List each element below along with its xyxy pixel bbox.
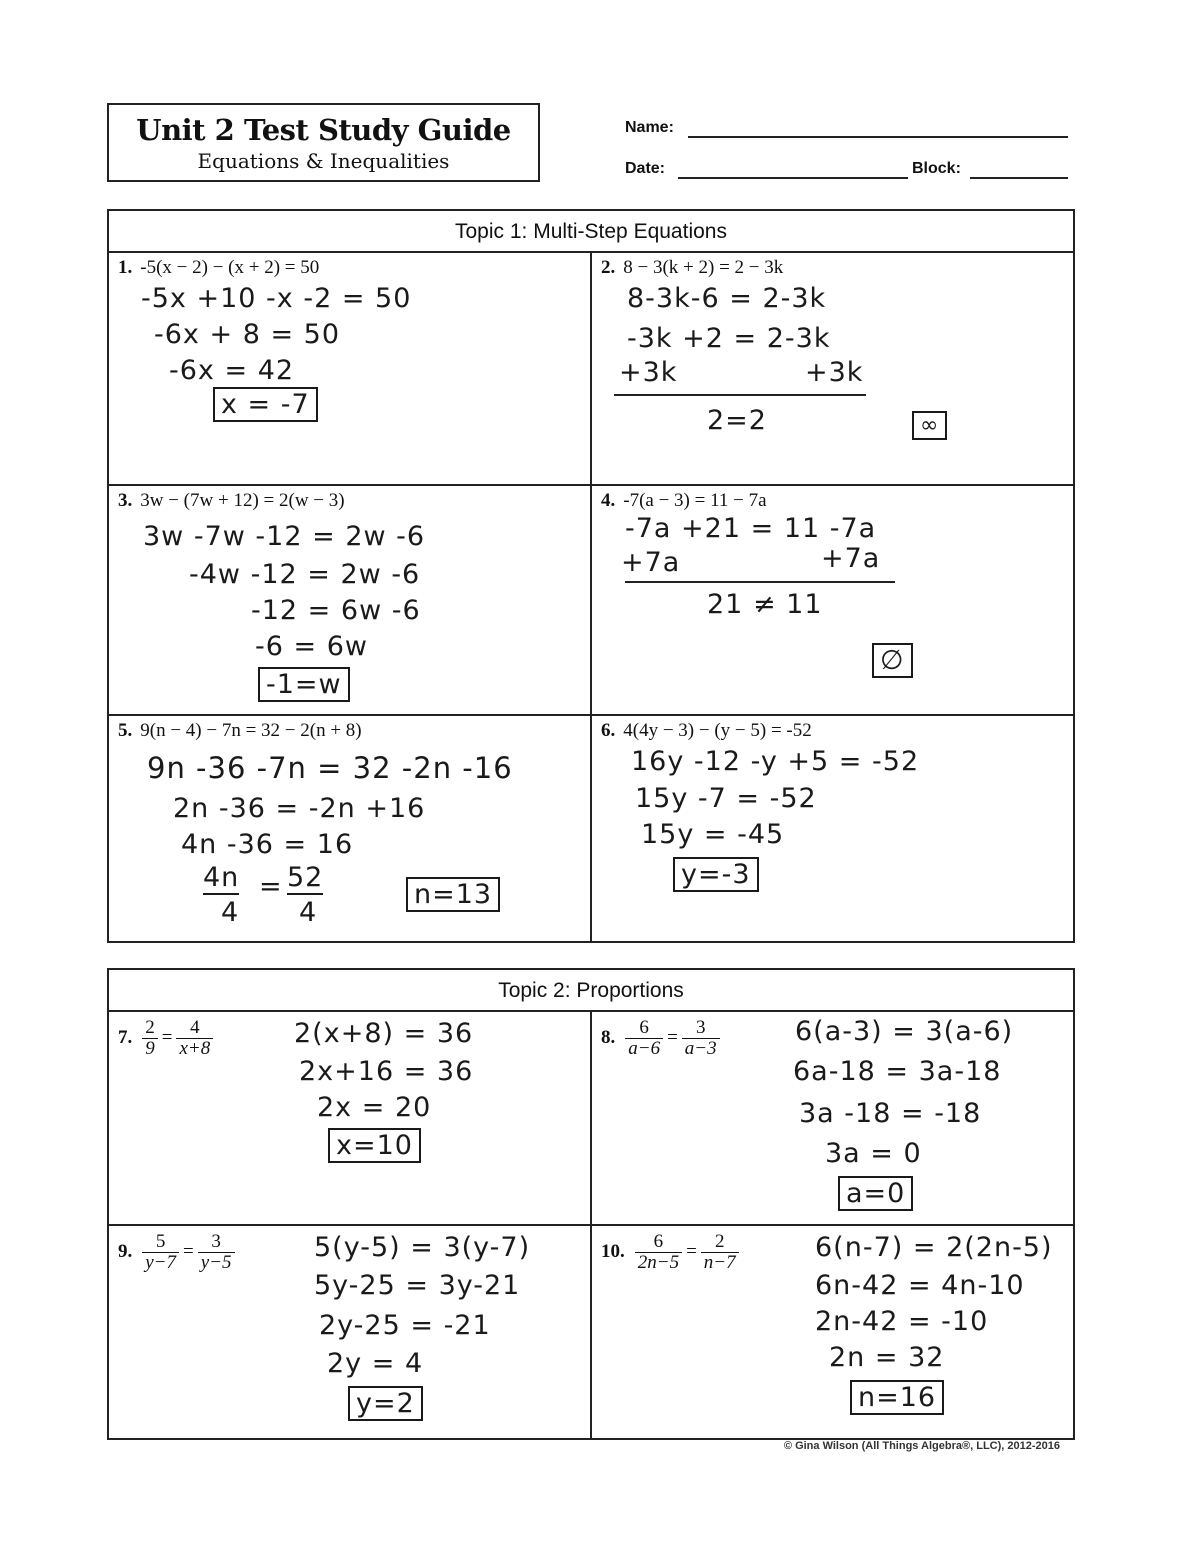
problem-number: 8. bbox=[601, 1026, 616, 1048]
answer-box: n=16 bbox=[850, 1380, 944, 1415]
work-line: 2n -36 = -2n +16 bbox=[173, 793, 426, 824]
work-line: +3k bbox=[805, 357, 864, 388]
work-fraction-den: 4 bbox=[299, 897, 318, 928]
divider bbox=[109, 1224, 1075, 1226]
problem-text: -7(a − 3) = 11 − 7a bbox=[623, 490, 767, 511]
block-label: Block: bbox=[912, 160, 961, 177]
problem-number: 10. bbox=[601, 1240, 625, 1262]
answer-box: ∅ bbox=[872, 643, 913, 678]
work-line: 2n = 32 bbox=[829, 1342, 945, 1373]
work-line: 2x+16 = 36 bbox=[299, 1056, 474, 1087]
block-field[interactable] bbox=[970, 177, 1068, 179]
problem-number: 9. bbox=[118, 1240, 133, 1262]
divider bbox=[590, 253, 592, 943]
work-line: +7a bbox=[621, 547, 681, 578]
work-underline bbox=[625, 581, 895, 583]
date-label: Date: bbox=[625, 160, 666, 177]
name-field[interactable] bbox=[688, 136, 1068, 138]
problem-9: 9. $\frac{5}{y-7}$ = $\frac{3}{y-5}$ bbox=[118, 1232, 237, 1273]
problem-number: 2. bbox=[601, 257, 616, 278]
work-line: 2n-42 = -10 bbox=[815, 1306, 989, 1337]
work-line: 16y -12 -y +5 = -52 bbox=[631, 746, 920, 777]
work-line: -12 = 6w -6 bbox=[251, 595, 421, 626]
problem-5 bbox=[118, 720, 362, 742]
problem-4 bbox=[601, 490, 767, 512]
page-title: Unit 2 Test Study Guide bbox=[136, 113, 511, 147]
topic1-section bbox=[107, 209, 1075, 943]
work-line: 4n -36 = 16 bbox=[181, 829, 354, 860]
work-line: -5x +10 -x -2 = 50 bbox=[141, 283, 412, 314]
answer-box: n=13 bbox=[406, 877, 500, 912]
fraction: $\frac{6}{a-6}$ bbox=[625, 1018, 663, 1059]
work-line: 15y = -45 bbox=[641, 819, 785, 850]
work-line: 15y -7 = -52 bbox=[635, 783, 817, 814]
problem-number: 4. bbox=[601, 490, 616, 511]
copyright-footer: © Gina Wilson (All Things Algebra®, LLC), 2012-2016 bbox=[783, 1440, 1060, 1452]
problem-number: 6. bbox=[601, 720, 616, 741]
problem-1 bbox=[118, 257, 319, 279]
problem-text: 9(n − 4) − 7n = 32 − 2(n + 8) bbox=[140, 720, 362, 741]
work-line: 2y-25 = -21 bbox=[319, 1310, 491, 1341]
work-line: 6(a-3) = 3(a-6) bbox=[795, 1016, 1014, 1047]
problem-number: 5. bbox=[118, 720, 133, 741]
problem-10: 10. $\frac{6}{2n-5}$ = $\frac{2}{n-7}$ bbox=[601, 1232, 741, 1273]
answer-box: a=0 bbox=[838, 1176, 913, 1211]
work-line: 2(x+8) = 36 bbox=[294, 1018, 474, 1049]
problem-text: 3w − (7w + 12) = 2(w − 3) bbox=[140, 490, 345, 511]
problem-text: 8 − 3(k + 2) = 2 − 3k bbox=[623, 257, 784, 278]
divider bbox=[109, 484, 1075, 486]
work-line: -7a +21 = 11 -7a bbox=[625, 513, 877, 544]
topic1-heading: Topic 1: Multi-Step Equations bbox=[109, 211, 1073, 253]
fraction: $\frac{6}{2n-5}$ bbox=[635, 1232, 682, 1273]
fraction: $\frac{2}{n-7}$ bbox=[701, 1232, 739, 1273]
work-line: 3w -7w -12 = 2w -6 bbox=[143, 521, 426, 552]
problem-6 bbox=[601, 720, 812, 742]
answer-box: ∞ bbox=[912, 411, 947, 440]
name-label: Name: bbox=[625, 119, 674, 136]
topic2-section bbox=[107, 968, 1075, 1440]
answer-box: x=10 bbox=[328, 1128, 421, 1163]
fraction: $\frac{3}{y-5}$ bbox=[198, 1232, 235, 1273]
work-line: 8-3k-6 = 2-3k bbox=[627, 283, 827, 314]
work-line: 21 ≠ 11 bbox=[707, 589, 823, 620]
topic2-heading: Topic 2: Proportions bbox=[109, 970, 1073, 1012]
date-field[interactable] bbox=[678, 177, 908, 179]
fraction: $\frac{3}{a-3}$ bbox=[682, 1018, 720, 1059]
page-subtitle: Equations & Inequalities bbox=[197, 149, 450, 173]
work-underline bbox=[614, 394, 866, 396]
work-line: 3a -18 = -18 bbox=[799, 1098, 982, 1129]
work-line: 5(y-5) = 3(y-7) bbox=[314, 1232, 531, 1263]
answer-box: y=2 bbox=[348, 1386, 423, 1421]
problem-text: -5(x − 2) − (x + 2) = 50 bbox=[140, 257, 320, 278]
work-fraction-num: 4n bbox=[203, 862, 240, 893]
work-line: -4w -12 = 2w -6 bbox=[189, 559, 421, 590]
work-line: +3k bbox=[619, 357, 678, 388]
work-line: -6x + 8 = 50 bbox=[154, 319, 341, 350]
problem-number: 3. bbox=[118, 490, 133, 511]
work-line: -6x = 42 bbox=[169, 355, 295, 386]
work-line: = bbox=[259, 871, 283, 902]
work-line: 6(n-7) = 2(2n-5) bbox=[815, 1232, 1053, 1263]
work-line: 3a = 0 bbox=[825, 1138, 922, 1169]
problem-7: 7. $\frac{2}{9}$ = $\frac{4}{x+8}$ bbox=[118, 1018, 215, 1059]
fraction: $\frac{2}{9}$ bbox=[142, 1018, 158, 1059]
problem-text: 4(4y − 3) − (y − 5) = -52 bbox=[623, 720, 812, 741]
work-line: -6 = 6w bbox=[255, 631, 368, 662]
work-fraction-den: 4 bbox=[221, 897, 240, 928]
work-line: 9n -36 -7n = 32 -2n -16 bbox=[147, 751, 513, 785]
problem-3 bbox=[118, 490, 345, 512]
problem-2 bbox=[601, 257, 783, 279]
work-line: 2y = 4 bbox=[327, 1348, 424, 1379]
work-line: -3k +2 = 2-3k bbox=[627, 323, 831, 354]
work-line: 5y-25 = 3y-21 bbox=[314, 1270, 521, 1301]
answer-box: -1=w bbox=[258, 667, 350, 702]
work-line: 2x = 20 bbox=[317, 1092, 432, 1123]
divider bbox=[109, 714, 1075, 716]
work-line: 6a-18 = 3a-18 bbox=[793, 1056, 1002, 1087]
answer-box: y=-3 bbox=[673, 857, 759, 892]
fraction: $\frac{4}{x+8}$ bbox=[176, 1018, 213, 1059]
work-line: 6n-42 = 4n-10 bbox=[815, 1270, 1025, 1301]
fraction: $\frac{5}{y-7}$ bbox=[142, 1232, 179, 1273]
problem-number: 1. bbox=[118, 257, 133, 278]
work-line: +7a bbox=[821, 543, 881, 574]
answer-box: x = -7 bbox=[213, 387, 318, 422]
problem-8: 8. $\frac{6}{a-6}$ = $\frac{3}{a-3}$ bbox=[601, 1018, 722, 1059]
problem-number: 7. bbox=[118, 1026, 133, 1048]
title-box bbox=[107, 103, 540, 182]
divider bbox=[590, 1012, 592, 1440]
work-line: 2=2 bbox=[707, 405, 767, 436]
work-fraction-num: 52 bbox=[287, 862, 324, 893]
